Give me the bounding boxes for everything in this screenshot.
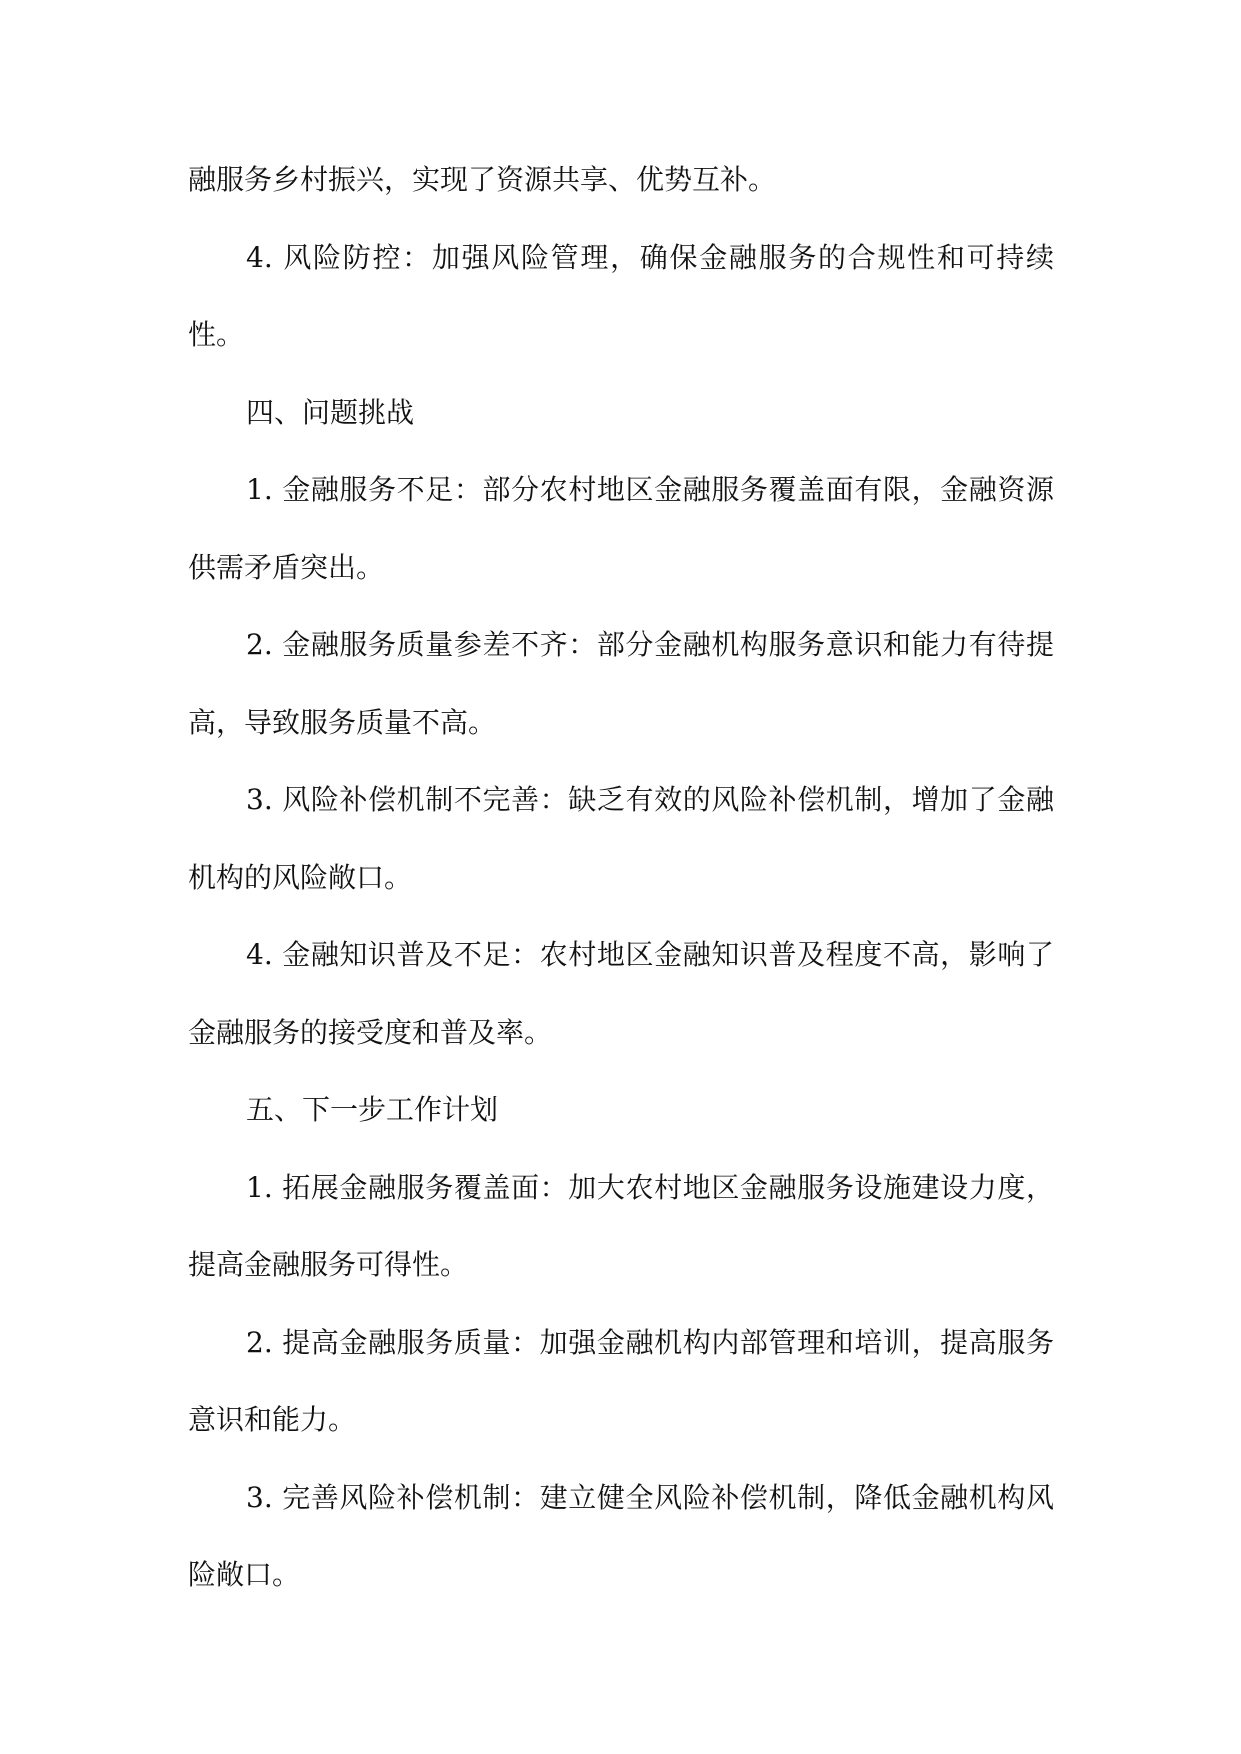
paragraph-challenge-2: 2. 金融服务质量参差不齐：部分金融机构服务意识和能力有待提高，导致服务质量不高。 xyxy=(188,628,1054,739)
section-heading-challenges: 四、问题挑战 xyxy=(246,395,415,429)
paragraph-continuation: 融服务乡村振兴，实现了资源共享、优势互补。 xyxy=(188,163,777,196)
paragraph-plan-1: 1. 拓展金融服务覆盖面：加大农村地区金融服务设施建设力度，提高金融服务可得性。 xyxy=(188,1170,1054,1281)
paragraph-plan-3: 3. 完善风险补偿机制：建立健全风险补偿机制，降低金融机构风险敞口。 xyxy=(188,1480,1054,1591)
paragraph-plan-2: 2. 提高金融服务质量：加强金融机构内部管理和培训，提高服务意识和能力。 xyxy=(188,1325,1054,1436)
document-body xyxy=(188,141,1054,1614)
paragraph-risk-control: 4. 风险防控：加强风险管理，确保金融服务的合规性和可持续性。 xyxy=(188,240,1054,351)
paragraph-challenge-1: 1. 金融服务不足：部分农村地区金融服务覆盖面有限，金融资源供需矛盾突出。 xyxy=(188,473,1054,584)
paragraph-challenge-3: 3. 风险补偿机制不完善：缺乏有效的风险补偿机制，增加了金融机构的风险敞口。 xyxy=(188,783,1054,894)
paragraph-challenge-4: 4. 金融知识普及不足：农村地区金融知识普及程度不高，影响了金融服务的接受度和普及率。 xyxy=(188,938,1054,1049)
section-heading-next-steps: 五、下一步工作计划 xyxy=(246,1093,499,1126)
